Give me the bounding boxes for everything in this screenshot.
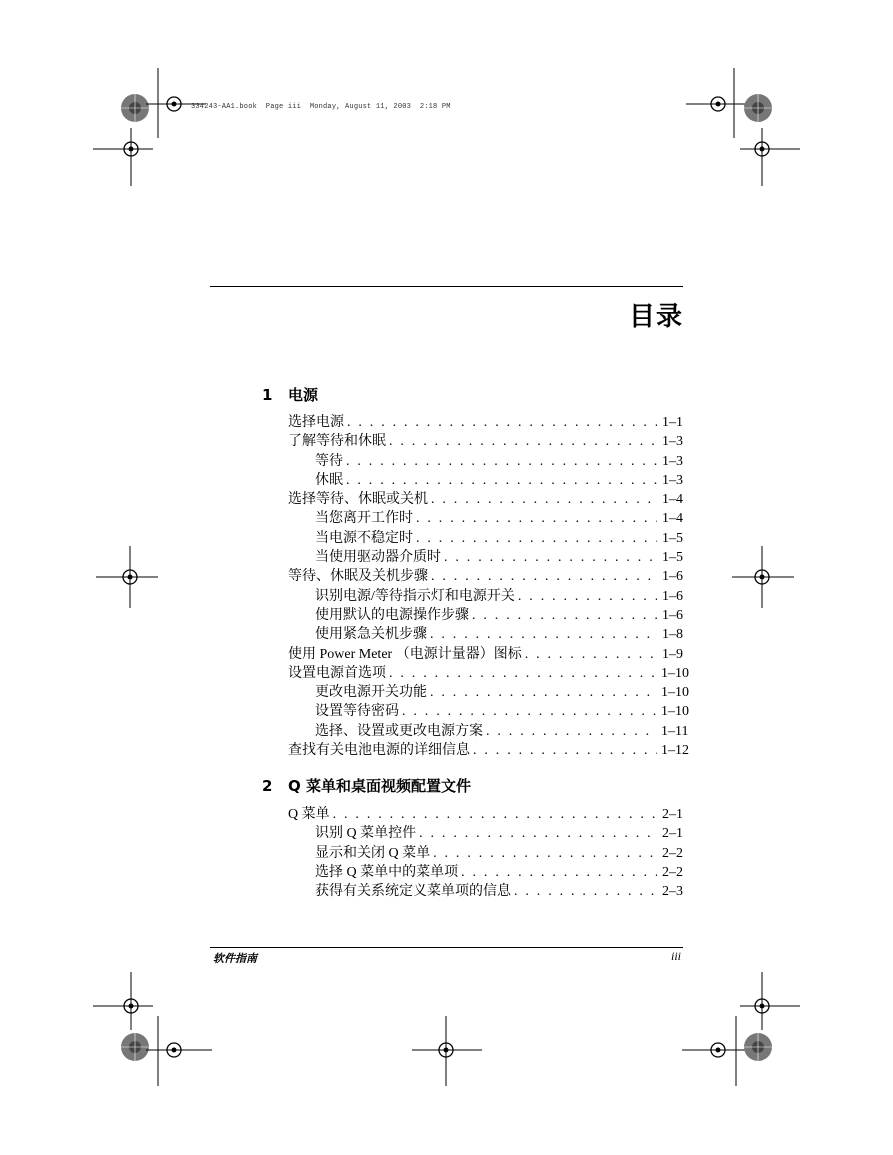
toc-entry-page: 1–6 xyxy=(662,588,683,604)
toc-entry-label: 了解等待和休眠 xyxy=(288,434,386,450)
toc-entry-page: 1–9 xyxy=(662,646,683,662)
dot-leader xyxy=(389,432,657,451)
chapter-heading-1[interactable] xyxy=(262,384,318,405)
print-file-info: 334243-AA1.book Page iii Monday, August 11, 2003 2:18 PM xyxy=(191,103,451,111)
registration-mark-mid-left xyxy=(96,546,158,608)
toc-entry-page: 1–6 xyxy=(662,569,683,585)
toc-entry[interactable] xyxy=(288,413,683,432)
dot-leader xyxy=(431,567,657,586)
dot-leader xyxy=(433,844,657,863)
toc-entry[interactable] xyxy=(288,863,683,882)
toc-entry-page: 2–3 xyxy=(662,884,683,900)
toc-entry[interactable] xyxy=(288,625,683,644)
title-rule xyxy=(210,286,683,287)
registration-mark-bottom-right-outer xyxy=(731,1023,785,1077)
chapter-number: 1 xyxy=(262,386,273,404)
toc-entry[interactable] xyxy=(288,741,689,760)
toc-entry[interactable] xyxy=(288,882,683,901)
registration-mark-bottom-right-upper xyxy=(740,972,800,1030)
toc-entry[interactable] xyxy=(288,664,689,683)
toc-entry-label: 设置等待密码 xyxy=(315,704,399,720)
dot-leader xyxy=(473,741,657,760)
toc-entry-label: 当电源不稳定时 xyxy=(315,530,413,546)
toc-entry-page: 1–10 xyxy=(661,665,689,681)
registration-mark-bottom-left xyxy=(146,1016,212,1086)
chapter-title: 电源 xyxy=(288,386,319,404)
toc-entry-page: 1–10 xyxy=(661,685,689,701)
toc-entry-page: 1–4 xyxy=(662,492,683,508)
toc-entry-page: 1–8 xyxy=(662,627,683,643)
dot-leader xyxy=(333,805,657,824)
chapter-number: 2 xyxy=(262,777,273,795)
dot-leader xyxy=(514,882,657,901)
toc-entry[interactable] xyxy=(288,471,683,490)
toc-entry[interactable] xyxy=(288,529,683,548)
toc-entry-page: 1–10 xyxy=(661,704,689,720)
dot-leader xyxy=(402,702,657,721)
chapter-heading-2[interactable] xyxy=(262,775,471,796)
dot-leader xyxy=(346,471,657,490)
dot-leader xyxy=(430,625,657,644)
toc-entry[interactable] xyxy=(288,844,683,863)
toc-entry[interactable] xyxy=(288,702,689,721)
dot-leader xyxy=(346,452,657,471)
dot-leader xyxy=(518,587,657,606)
dot-leader xyxy=(430,683,657,702)
toc-list-chapter-2 xyxy=(288,805,683,901)
toc-entry-label: 更改电源开关功能 xyxy=(315,685,427,701)
toc-entry-page: 1–5 xyxy=(662,530,683,546)
toc-entry-label: 选择电源 xyxy=(288,415,344,430)
toc-entry[interactable] xyxy=(288,722,689,741)
toc-entry-label: 显示和关闭 Q 菜单 xyxy=(315,845,431,861)
toc-entry-page: 1–3 xyxy=(662,453,683,469)
footer-page-number: iii xyxy=(670,949,681,963)
toc-entry[interactable] xyxy=(288,567,683,586)
toc-entry[interactable] xyxy=(288,490,683,509)
registration-mark-bottom-left-upper xyxy=(93,972,153,1030)
dot-leader xyxy=(419,824,657,843)
toc-entry-label: 当使用驱动器介质时 xyxy=(315,550,441,566)
toc-entry-label: 识别电源/等待指示灯和电源开关 xyxy=(315,588,515,604)
toc-entry-label: 等待 xyxy=(315,453,343,469)
dot-leader xyxy=(389,664,657,683)
toc-entry-label: 获得有关系统定义菜单项的信息 xyxy=(315,884,511,900)
toc-entry[interactable] xyxy=(288,645,683,664)
toc-entry-label: 使用默认的电源操作步骤 xyxy=(315,607,469,623)
toc-entry-page: 2–2 xyxy=(662,864,683,880)
toc-entry-page: 1–11 xyxy=(661,723,689,739)
toc-entry-page: 1–3 xyxy=(662,472,683,488)
toc-entry-page: 1–12 xyxy=(661,743,689,759)
dot-leader xyxy=(461,863,657,882)
toc-entry[interactable] xyxy=(288,509,683,528)
toc-entry-page: 1–1 xyxy=(662,415,683,430)
toc-entry-page: 2–2 xyxy=(662,845,683,861)
dot-leader xyxy=(431,490,657,509)
toc-entry-label: 识别 Q 菜单控件 xyxy=(315,826,417,842)
toc-entry-page: 1–6 xyxy=(662,607,683,623)
toc-entry[interactable] xyxy=(288,606,683,625)
toc-entry-label: Q 菜单 xyxy=(288,807,330,822)
toc-entry-label: 休眠 xyxy=(315,472,343,488)
toc-entry-label: 设置电源首选项 xyxy=(288,665,386,681)
dot-leader xyxy=(347,413,657,432)
footer-guide-name: 软件指南 xyxy=(213,952,257,965)
toc-entry-label: 选择 Q 菜单中的菜单项 xyxy=(315,864,459,880)
toc-entry-label: 等待、休眠及关机步骤 xyxy=(288,569,428,585)
toc-entry-page: 1–4 xyxy=(662,511,683,527)
registration-mark-mid-right xyxy=(732,546,794,608)
toc-entry[interactable] xyxy=(288,805,683,824)
toc-entry-label: 当您离开工作时 xyxy=(315,511,413,527)
toc-entry[interactable] xyxy=(288,452,683,471)
toc-entry[interactable] xyxy=(288,683,689,702)
registration-mark-bottom-center xyxy=(412,1016,482,1086)
dot-leader xyxy=(416,529,657,548)
page-title: 目录 xyxy=(628,302,683,332)
toc-entry-page: 2–1 xyxy=(662,826,683,842)
toc-entry-label: 使用紧急关机步骤 xyxy=(315,627,427,643)
toc-list-chapter-1 xyxy=(288,413,689,760)
registration-mark-top-left-lower xyxy=(93,128,153,186)
dot-leader xyxy=(444,548,657,567)
toc-entry-label: 选择、设置或更改电源方案 xyxy=(315,723,483,739)
footer-rule xyxy=(210,947,683,948)
dot-leader xyxy=(472,606,657,625)
toc-entry-label: 查找有关电池电源的详细信息 xyxy=(288,743,470,759)
dot-leader xyxy=(525,645,657,664)
toc-entry-page: 2–1 xyxy=(662,807,683,822)
registration-mark-top-right-lower xyxy=(740,128,800,186)
toc-entry-page: 1–3 xyxy=(662,434,683,450)
toc-entry[interactable] xyxy=(288,587,683,606)
toc-entry-label: 选择等待、休眠或关机 xyxy=(288,492,428,508)
chapter-title: Q 菜单和桌面视频配置文件 xyxy=(288,777,471,795)
toc-entry[interactable] xyxy=(288,824,683,843)
toc-entry-label: 使用 Power Meter （电源计量器）图标 xyxy=(288,646,522,662)
toc-entry[interactable] xyxy=(288,432,683,451)
dot-leader xyxy=(416,509,657,528)
toc-entry[interactable] xyxy=(288,548,683,567)
dot-leader xyxy=(486,722,657,741)
toc-entry-page: 1–5 xyxy=(662,550,683,566)
